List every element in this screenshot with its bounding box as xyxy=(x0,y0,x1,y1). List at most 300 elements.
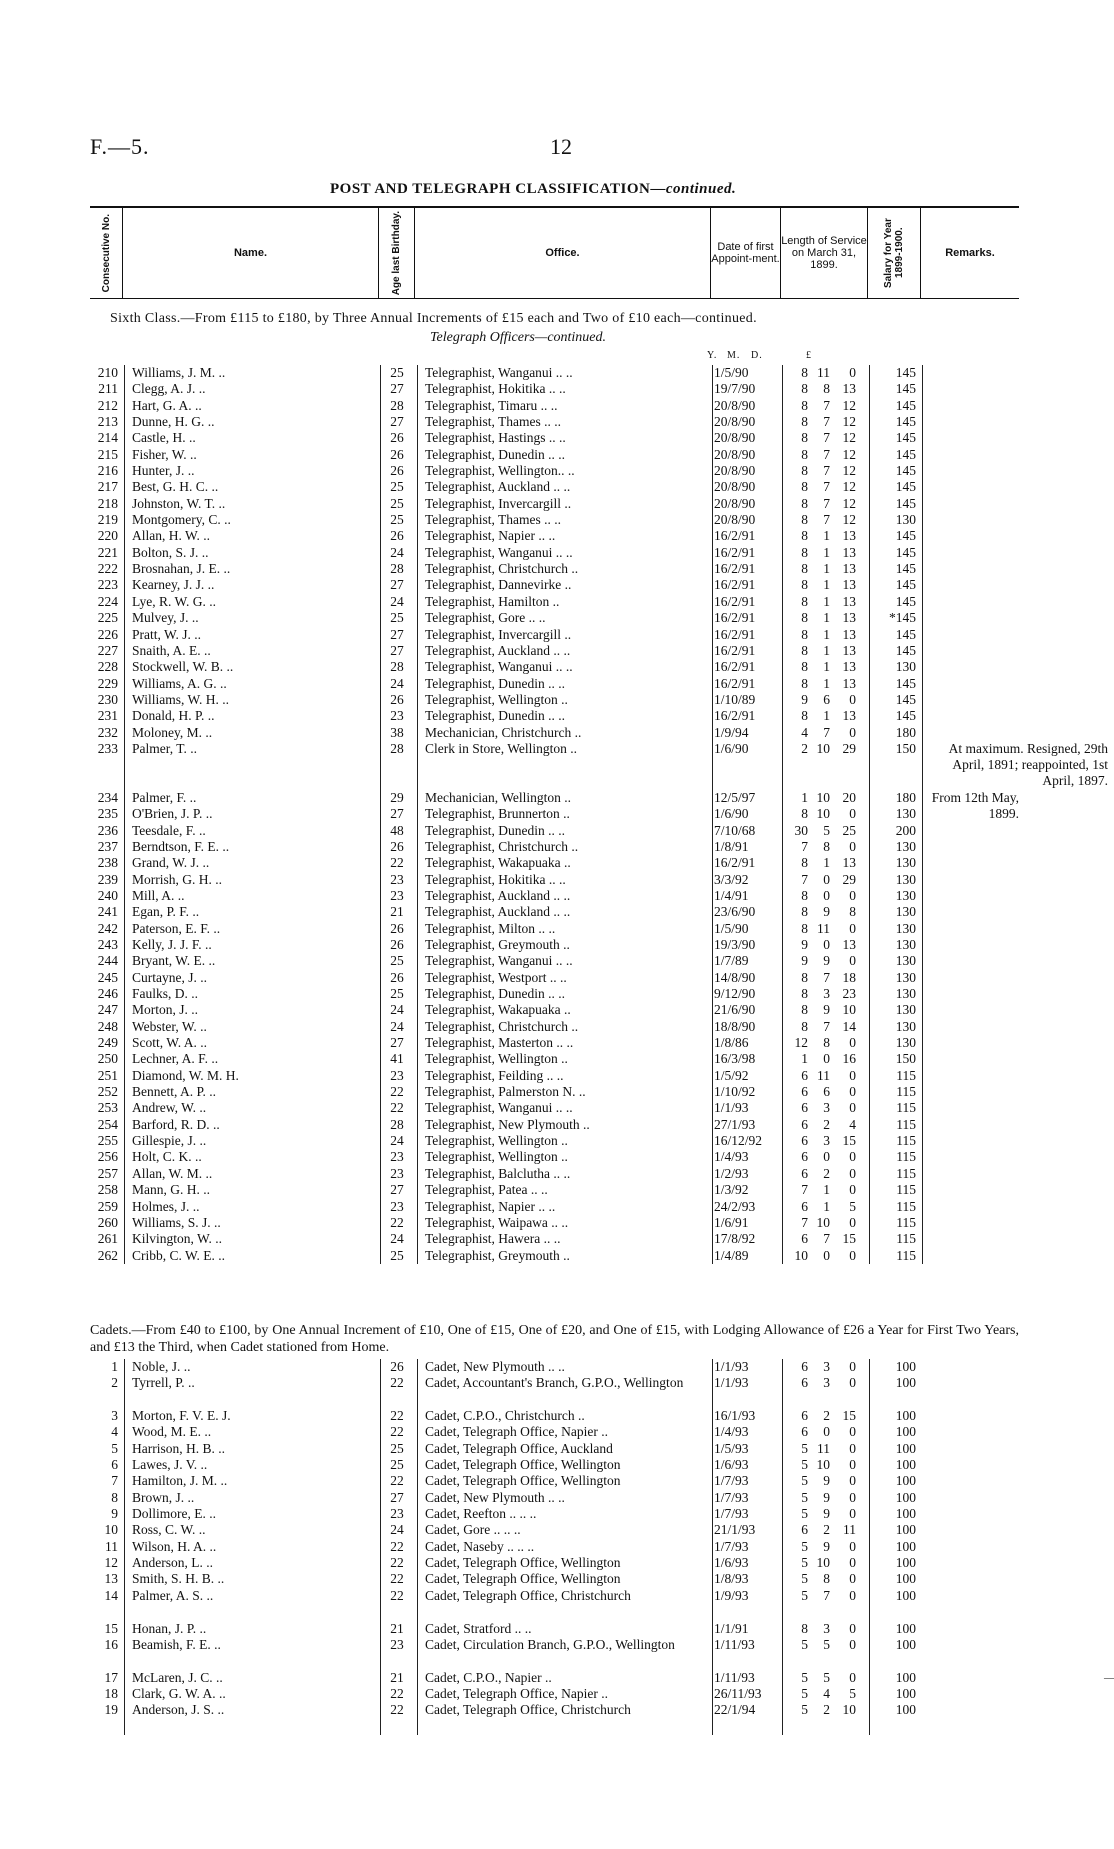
cell-salary: 100 xyxy=(895,1424,916,1440)
cell-office: Telegraphist, Wakapuaka .. xyxy=(425,855,571,871)
cell-salary: 100 xyxy=(895,1555,916,1571)
cell-salary: 200 xyxy=(895,822,916,838)
cell-name: Anderson, L. .. xyxy=(132,1555,213,1571)
cell-y: 9 xyxy=(801,691,808,707)
cell-name: Mulvey, J. .. xyxy=(132,610,199,626)
cell-name: Williams, W. H. .. xyxy=(132,691,229,707)
cell-date: 23/6/90 xyxy=(714,904,756,920)
cell-age: 27 xyxy=(390,381,404,397)
column-rule xyxy=(782,1359,783,1735)
cell-y: 5 xyxy=(801,1473,808,1489)
header-date: Date of first Appoint-ment. xyxy=(711,208,781,298)
cell-office: Telegraphist, Dunedin .. .. xyxy=(425,446,566,462)
cell-y: 8 xyxy=(801,577,808,593)
cell-salary: 100 xyxy=(895,1440,916,1456)
cell-name: Beamish, F. E. .. xyxy=(132,1636,221,1652)
cell-age: 26 xyxy=(390,969,404,985)
cell-office: Mechanician, Christchurch .. xyxy=(425,724,582,740)
cell-date: 1/4/93 xyxy=(714,1149,749,1165)
section-title-sixth-class: Sixth Class.—From £115 to £180, by Three Annual Increments of £15 each and Two of £10 each—continued. xyxy=(110,311,757,326)
cell-office: Telegraphist, Dunedin .. .. xyxy=(425,822,566,838)
column-rule xyxy=(712,1359,713,1735)
cell-no: 250 xyxy=(97,1051,118,1067)
cell-m: 7 xyxy=(823,1231,830,1247)
cell-office: Telegraphist, Thames .. .. xyxy=(425,512,562,528)
cell-salary: 145 xyxy=(895,365,916,380)
cell-office: Telegraphist, Hawera .. .. xyxy=(425,1231,561,1247)
table-row xyxy=(90,430,1019,446)
cell-date: 1/1/91 xyxy=(714,1620,749,1636)
cell-office: Telegraphist, Wanganui .. .. xyxy=(425,1100,573,1116)
cell-d: 0 xyxy=(849,1538,856,1554)
cell-date: 16/2/91 xyxy=(714,577,756,593)
cell-name: Kelly, J. J. F. .. xyxy=(132,937,212,952)
cell-d: 0 xyxy=(849,1067,856,1083)
cell-d: 12 xyxy=(842,512,856,528)
cell-age: 41 xyxy=(390,1051,404,1067)
cell-no: 12 xyxy=(104,1555,118,1571)
cell-salary: 145 xyxy=(895,642,916,658)
cell-no: 259 xyxy=(97,1198,118,1214)
cell-age: 25 xyxy=(390,1247,404,1263)
cell-no: 214 xyxy=(97,430,118,446)
cell-name: Palmer, A. S. .. xyxy=(132,1587,214,1603)
table-row xyxy=(90,381,1019,397)
table-row xyxy=(90,447,1019,463)
unit-y: Y. xyxy=(707,350,718,361)
cell-age: 25 xyxy=(390,479,404,495)
cell-no: 16 xyxy=(104,1636,118,1652)
cell-name: Wood, M. E. .. xyxy=(132,1424,212,1440)
cell-office: Telegraphist, Masterton .. .. xyxy=(425,1035,574,1051)
cell-office: Telegraphist, Invercargill .. xyxy=(425,626,572,642)
cell-d: 13 xyxy=(842,642,856,658)
table-row xyxy=(90,1539,1019,1555)
column-rule xyxy=(782,365,783,1264)
cell-salary: 145 xyxy=(895,528,916,544)
cell-age: 24 xyxy=(390,1018,404,1034)
cell-date: 21/1/93 xyxy=(714,1522,756,1538)
cell-age: 23 xyxy=(390,1165,404,1181)
cell-no: 226 xyxy=(97,626,118,642)
cell-name: Best, G. H. C. .. xyxy=(132,479,219,495)
cell-office: Cadet, Reefton .. .. .. xyxy=(425,1506,537,1522)
cell-name: Ross, C. W. .. xyxy=(132,1522,206,1538)
cell-no: 220 xyxy=(97,528,118,544)
cell-office: Cadet, New Plymouth .. .. xyxy=(425,1359,565,1374)
cell-d: 16 xyxy=(842,1051,856,1067)
cell-no: 249 xyxy=(97,1035,118,1051)
table-row xyxy=(90,1375,1019,1408)
cell-m: 9 xyxy=(823,904,830,920)
cell-salary: 145 xyxy=(895,495,916,511)
cell-name: Noble, J. .. xyxy=(132,1359,191,1374)
cell-d: 12 xyxy=(842,430,856,446)
cell-date: 1/5/90 xyxy=(714,920,749,936)
cell-name: Andrew, W. .. xyxy=(132,1100,207,1116)
cell-no: 11 xyxy=(105,1538,118,1554)
cell-age: 21 xyxy=(390,904,404,920)
cell-office: Telegraphist, Auckland .. .. xyxy=(425,887,571,903)
cell-office: Telegraphist, Wellington .. xyxy=(425,1149,568,1165)
cell-no: 9 xyxy=(111,1506,118,1522)
cell-age: 27 xyxy=(390,1182,404,1198)
cell-d: 0 xyxy=(849,1457,856,1473)
cell-y: 10 xyxy=(794,1247,808,1263)
table-row xyxy=(90,1555,1019,1571)
cell-date: 1/7/93 xyxy=(714,1506,749,1522)
cell-salary: 100 xyxy=(895,1571,916,1587)
cell-salary: 145 xyxy=(895,414,916,430)
cell-y: 8 xyxy=(801,397,808,413)
cell-age: 28 xyxy=(390,740,404,756)
cell-salary: 115 xyxy=(896,1100,916,1116)
cell-remarks: At maximum. Resigned, 29th April, 1891; reappointed, 1st April, 1897. xyxy=(948,740,1108,788)
cell-m: 9 xyxy=(823,1489,830,1505)
cell-office: Telegraphist, Thames .. .. xyxy=(425,414,562,430)
cell-office: Telegraphist, Gore .. .. xyxy=(425,610,546,626)
cell-office: Cadet, C.P.O., Christchurch .. xyxy=(425,1408,585,1424)
cell-m: 1 xyxy=(823,626,830,642)
cell-y: 8 xyxy=(801,610,808,626)
cell-salary: 100 xyxy=(895,1669,916,1685)
cell-salary: 130 xyxy=(895,969,916,985)
table-row xyxy=(90,561,1019,577)
cell-m: 10 xyxy=(816,1457,830,1473)
cell-y: 8 xyxy=(801,365,808,380)
table-row xyxy=(90,627,1019,643)
cell-age: 27 xyxy=(390,414,404,430)
cell-date: 7/10/68 xyxy=(714,822,756,838)
cell-m: 5 xyxy=(823,822,830,838)
column-rule xyxy=(922,365,923,1264)
cell-name: Allan, H. W. .. xyxy=(132,528,211,544)
cell-age: 22 xyxy=(390,1424,404,1440)
cell-no: 15 xyxy=(104,1620,118,1636)
cell-age: 22 xyxy=(390,1408,404,1424)
cell-age: 25 xyxy=(390,953,404,969)
cell-name: Lechner, A. F. .. xyxy=(132,1051,219,1067)
cell-salary: 100 xyxy=(895,1620,916,1636)
cell-age: 23 xyxy=(390,708,404,724)
cell-office: Telegraphist, Auckland .. .. xyxy=(425,479,571,495)
cell-age: 25 xyxy=(390,610,404,626)
cell-name: Egan, P. F. .. xyxy=(132,904,200,920)
cell-office: Telegraphist, Dunedin .. .. xyxy=(425,986,566,1002)
cell-salary: 100 xyxy=(895,1538,916,1554)
cell-salary: 115 xyxy=(896,1165,916,1181)
page-title xyxy=(330,181,736,198)
cell-name: Harrison, H. B. .. xyxy=(132,1440,225,1456)
cell-office: Telegraphist, Christchurch .. xyxy=(425,838,579,854)
cell-y: 1 xyxy=(801,789,808,805)
header-remarks: Remarks. xyxy=(945,247,995,259)
cell-name: Snaith, A. E. .. xyxy=(132,642,211,658)
table-row xyxy=(90,1100,1019,1116)
table-row xyxy=(90,463,1019,479)
cell-m: 6 xyxy=(823,1084,830,1100)
cell-d: 15 xyxy=(842,1133,856,1149)
cell-date: 1/8/86 xyxy=(714,1035,749,1051)
cell-m: 7 xyxy=(823,463,830,479)
cell-y: 1 xyxy=(801,1051,808,1067)
cell-m: 7 xyxy=(823,495,830,511)
table-row xyxy=(90,643,1019,659)
cell-no: 247 xyxy=(97,1002,118,1018)
table-row xyxy=(90,659,1019,675)
cell-m: 1 xyxy=(823,1198,830,1214)
cell-y: 30 xyxy=(794,822,808,838)
cell-y: 6 xyxy=(801,1198,808,1214)
cell-d: 13 xyxy=(842,593,856,609)
cell-date: 16/2/91 xyxy=(714,593,756,609)
unit-m: M. xyxy=(727,350,741,361)
cell-age: 26 xyxy=(390,528,404,544)
cell-age: 27 xyxy=(390,1035,404,1051)
cell-no: 236 xyxy=(97,822,118,838)
cell-m: 1 xyxy=(823,593,830,609)
table-row xyxy=(90,937,1019,953)
cell-salary: 130 xyxy=(895,953,916,969)
cell-no: 211 xyxy=(98,381,118,397)
cell-no: 218 xyxy=(97,495,118,511)
cell-d: 0 xyxy=(849,1100,856,1116)
cell-age: 26 xyxy=(390,463,404,479)
cell-y: 6 xyxy=(801,1165,808,1181)
cell-age: 26 xyxy=(390,937,404,952)
cell-no: 241 xyxy=(97,904,118,920)
table-row xyxy=(90,1490,1019,1506)
cell-m: 3 xyxy=(823,1359,830,1374)
cell-age: 22 xyxy=(390,1473,404,1489)
cell-name: Williams, J. M. .. xyxy=(132,365,226,380)
cell-m: 9 xyxy=(823,1002,830,1018)
cell-name: Clark, G. W. A. .. xyxy=(132,1685,226,1701)
cell-no: 238 xyxy=(97,855,118,871)
cell-date: 20/8/90 xyxy=(714,414,756,430)
cell-age: 22 xyxy=(390,1084,404,1100)
cell-no: 261 xyxy=(97,1231,118,1247)
cell-y: 6 xyxy=(801,1424,808,1440)
cadet-rows xyxy=(90,1359,1019,1735)
cell-name: Hunter, J. .. xyxy=(132,463,195,479)
cell-salary: 145 xyxy=(895,675,916,691)
cell-date: 16/2/91 xyxy=(714,561,756,577)
cell-date: 1/6/93 xyxy=(714,1457,749,1473)
header-office: Office. xyxy=(415,208,711,298)
cell-office: Telegraphist, Balclutha .. .. xyxy=(425,1165,571,1181)
cell-office: Telegraphist, Dannevirke .. xyxy=(425,577,572,593)
cell-date: 20/8/90 xyxy=(714,397,756,413)
cell-age: 26 xyxy=(390,920,404,936)
cell-age: 25 xyxy=(390,365,404,380)
cell-m: 10 xyxy=(816,1214,830,1230)
cell-m: 11 xyxy=(817,1067,830,1083)
cell-y: 8 xyxy=(801,887,808,903)
cell-d: 0 xyxy=(849,1247,856,1263)
table-row xyxy=(90,740,1108,790)
cell-no: 248 xyxy=(97,1018,118,1034)
cell-name: Wilson, H. A. .. xyxy=(132,1538,217,1554)
cell-salary: 145 xyxy=(895,691,916,707)
cell-d: 15 xyxy=(842,1408,856,1424)
cell-age: 28 xyxy=(390,659,404,675)
cell-no: 260 xyxy=(97,1214,118,1230)
cell-d: 14 xyxy=(842,1018,856,1034)
cell-office: Telegraphist, Feilding .. .. xyxy=(425,1067,564,1083)
cell-office: Telegraphist, Napier .. .. xyxy=(425,1198,556,1214)
table-row xyxy=(90,1424,1019,1440)
title-main: POST AND TELEGRAPH CLASSIFICATION— xyxy=(330,181,666,197)
cell-date: 3/3/92 xyxy=(714,871,749,887)
cell-office: Telegraphist, Wanganui .. .. xyxy=(425,365,573,380)
cell-no: 229 xyxy=(97,675,118,691)
cell-date: 20/8/90 xyxy=(714,512,756,528)
table-row xyxy=(90,577,1019,593)
cell-d: 0 xyxy=(849,1359,856,1374)
cell-office: Telegraphist, Wanganui .. .. xyxy=(425,953,573,969)
cell-office: Telegraphist, Napier .. .. xyxy=(425,528,556,544)
cell-date: 9/12/90 xyxy=(714,986,756,1002)
cell-office: Telegraphist, Wellington .. xyxy=(425,691,568,707)
cell-name: Kilvington, W. .. xyxy=(132,1231,223,1247)
cell-office: Cadet, Accountant's Branch, G.P.O., Wellington xyxy=(425,1375,684,1391)
cell-name: Holmes, J. .. xyxy=(132,1198,200,1214)
cell-y: 8 xyxy=(801,969,808,985)
cell-no: 10 xyxy=(104,1522,118,1538)
table-row xyxy=(90,1068,1019,1084)
cell-y: 6 xyxy=(801,1100,808,1116)
cell-m: 1 xyxy=(823,659,830,675)
cell-salary: 180 xyxy=(895,789,916,805)
cell-age: 24 xyxy=(390,1133,404,1149)
cell-no: 17 xyxy=(104,1669,118,1685)
cell-name: Hart, G. A. .. xyxy=(132,397,202,413)
cell-m: 0 xyxy=(823,937,830,952)
cell-date: 19/3/90 xyxy=(714,937,756,952)
table-row xyxy=(90,970,1019,986)
cell-name: Montgomery, C. .. xyxy=(132,512,231,528)
cell-y: 8 xyxy=(801,626,808,642)
cell-salary: 145 xyxy=(895,479,916,495)
cell-salary: 115 xyxy=(896,1231,916,1247)
cell-no: 219 xyxy=(97,512,118,528)
cell-d: 0 xyxy=(849,1636,856,1652)
cell-office: Cadet, C.P.O., Napier .. xyxy=(425,1669,552,1685)
cell-m: 7 xyxy=(823,446,830,462)
table-row xyxy=(90,1133,1019,1149)
table-row xyxy=(90,888,1019,904)
table-row xyxy=(90,1215,1019,1231)
cell-name: Cribb, C. W. E. .. xyxy=(132,1247,226,1263)
cell-date: 1/3/92 xyxy=(714,1182,749,1198)
cell-m: 10 xyxy=(816,806,830,822)
cell-date: 1/7/93 xyxy=(714,1473,749,1489)
cell-m: 7 xyxy=(823,1018,830,1034)
table-row xyxy=(90,1441,1019,1457)
cell-date: 1/5/93 xyxy=(714,1440,749,1456)
cell-salary: 115 xyxy=(896,1133,916,1149)
cell-name: Morton, F. V. E. J. xyxy=(132,1408,231,1424)
cell-salary: 100 xyxy=(895,1408,916,1424)
cell-age: 23 xyxy=(390,1067,404,1083)
table-row xyxy=(90,1199,1019,1215)
cell-no: 227 xyxy=(97,642,118,658)
cell-m: 2 xyxy=(823,1116,830,1132)
cell-age: 23 xyxy=(390,1149,404,1165)
cell-salary: 100 xyxy=(895,1359,916,1374)
cell-age: 27 xyxy=(390,642,404,658)
cell-m: 2 xyxy=(823,1165,830,1181)
cell-no: 18 xyxy=(104,1685,118,1701)
cell-y: 8 xyxy=(801,642,808,658)
section-title-cadets: Cadets.—From £40 to £100, by One Annual Increment of £10, One of £15, One of £20, and One of £15, with Lodging Allowance of £26 a Year for First Two Years, and £13 the Third, when Cadet stationed from Home. xyxy=(90,1323,1019,1355)
cell-d: 25 xyxy=(842,822,856,838)
cell-d: 8 xyxy=(849,904,856,920)
cell-date: 16/2/91 xyxy=(714,675,756,691)
cell-office: Cadet, Telegraph Office, Wellington xyxy=(425,1473,621,1489)
cell-age: 25 xyxy=(390,512,404,528)
cell-m: 1 xyxy=(823,642,830,658)
cell-no: 257 xyxy=(97,1165,118,1181)
cell-salary: 130 xyxy=(895,920,916,936)
cell-name: Teesdale, F. .. xyxy=(132,822,206,838)
cell-no: 234 xyxy=(97,789,118,805)
cell-salary: 130 xyxy=(895,937,916,952)
cell-salary: 130 xyxy=(895,1002,916,1018)
cell-name: Johnston, W. T. .. xyxy=(132,495,226,511)
cell-name: Dollimore, E. .. xyxy=(132,1506,216,1522)
cell-office: Clerk in Store, Wellington .. xyxy=(425,740,578,756)
table-row xyxy=(90,806,1019,822)
cell-d: 13 xyxy=(842,855,856,871)
table-row xyxy=(90,855,1019,871)
cell-no: 13 xyxy=(104,1571,118,1587)
cell-no: 2 xyxy=(111,1375,118,1391)
cell-office: Telegraphist, Hokitika .. .. xyxy=(425,381,566,397)
cell-name: Lawes, J. V. .. xyxy=(132,1457,208,1473)
cell-m: 4 xyxy=(823,1685,830,1701)
cell-y: 6 xyxy=(801,1116,808,1132)
cell-age: 21 xyxy=(390,1669,404,1685)
cell-d: 20 xyxy=(842,789,856,805)
cell-name: McLaren, J. C. .. xyxy=(132,1669,223,1685)
cell-name: Brown, J. .. xyxy=(132,1489,195,1505)
cell-name: Anderson, J. S. .. xyxy=(132,1702,225,1718)
column-rule xyxy=(869,365,870,1264)
cell-d: 0 xyxy=(849,806,856,822)
cell-no: 216 xyxy=(97,463,118,479)
cell-y: 8 xyxy=(801,414,808,430)
cell-salary: 145 xyxy=(895,577,916,593)
cell-d: 0 xyxy=(849,1165,856,1181)
cell-age: 22 xyxy=(390,1571,404,1587)
unit-d: D. xyxy=(751,350,763,361)
cell-d: 13 xyxy=(842,381,856,397)
cell-salary: 145 xyxy=(895,381,916,397)
cell-date: 18/8/90 xyxy=(714,1018,756,1034)
cell-no: 1 xyxy=(111,1359,118,1374)
cell-salary: 145 xyxy=(895,561,916,577)
table-row xyxy=(90,479,1019,495)
cell-m: 11 xyxy=(817,1440,830,1456)
column-rule xyxy=(380,365,381,1264)
table-row xyxy=(90,1359,1019,1375)
cell-office: Telegraphist, Christchurch .. xyxy=(425,1018,579,1034)
cell-date: 16/2/91 xyxy=(714,610,756,626)
cell-date: 1/1/93 xyxy=(714,1375,749,1391)
cell-d: 0 xyxy=(849,1440,856,1456)
